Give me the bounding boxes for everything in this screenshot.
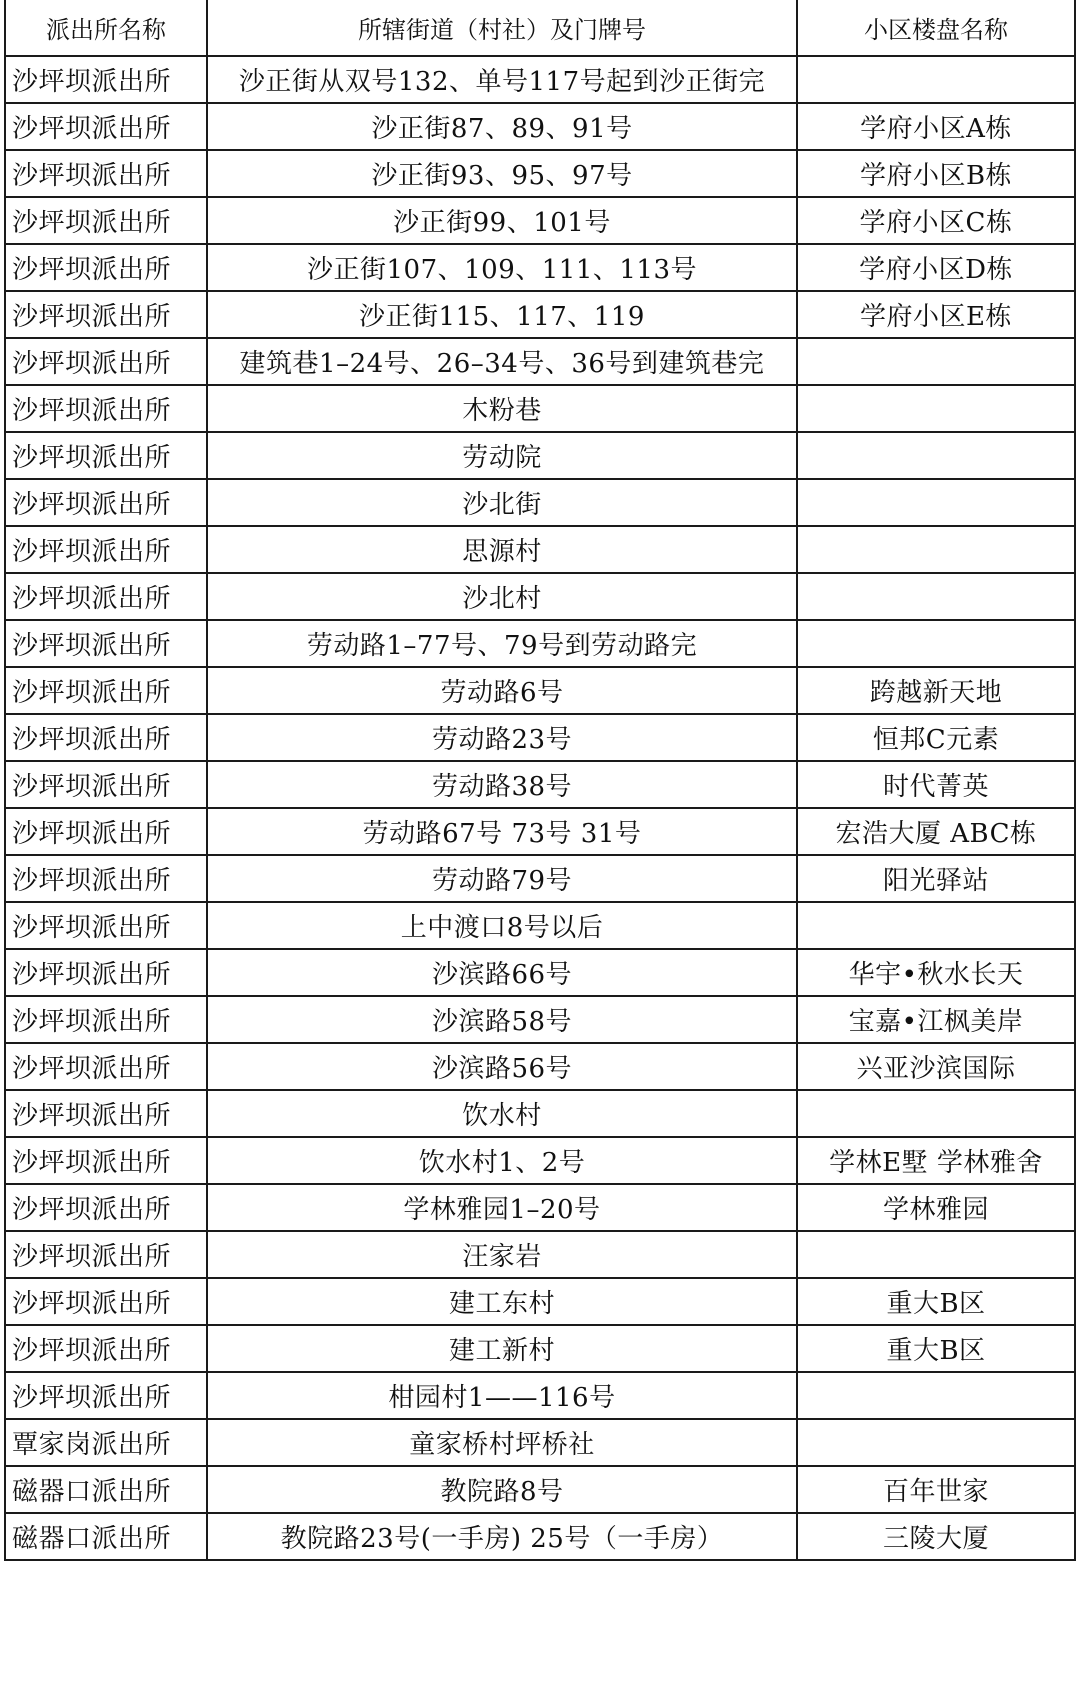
cell-station-name: 沙坪坝派出所 xyxy=(5,103,207,150)
cell-address-range: 劳动院 xyxy=(207,432,797,479)
table-row xyxy=(5,714,1075,761)
cell-estate-name xyxy=(797,56,1075,103)
cell-station-name: 沙坪坝派出所 xyxy=(5,714,207,761)
header-station-name: 派出所名称 xyxy=(5,0,207,56)
cell-estate-name: 恒邦C元素 xyxy=(797,714,1075,761)
cell-estate-name: 重大B区 xyxy=(797,1278,1075,1325)
cell-estate-name: 时代菁英 xyxy=(797,761,1075,808)
cell-address-range: 沙正街107、109、111、113号 xyxy=(207,244,797,291)
cell-station-name: 沙坪坝派出所 xyxy=(5,855,207,902)
cell-station-name: 沙坪坝派出所 xyxy=(5,1043,207,1090)
table-row xyxy=(5,291,1075,338)
cell-estate-name: 学府小区E栋 xyxy=(797,291,1075,338)
table-row xyxy=(5,855,1075,902)
cell-estate-name xyxy=(797,1090,1075,1137)
cell-station-name: 沙坪坝派出所 xyxy=(5,291,207,338)
cell-estate-name xyxy=(797,385,1075,432)
cell-estate-name: 学府小区D栋 xyxy=(797,244,1075,291)
police-jurisdiction-table xyxy=(4,0,1076,1561)
cell-address-range: 上中渡口8号以后 xyxy=(207,902,797,949)
table-row xyxy=(5,338,1075,385)
cell-address-range: 沙北村 xyxy=(207,573,797,620)
table-row xyxy=(5,1231,1075,1278)
cell-address-range: 劳动路23号 xyxy=(207,714,797,761)
cell-station-name: 沙坪坝派出所 xyxy=(5,1184,207,1231)
cell-estate-name: 学府小区C栋 xyxy=(797,197,1075,244)
cell-estate-name: 宝嘉•江枫美岸 xyxy=(797,996,1075,1043)
table-row xyxy=(5,1184,1075,1231)
table-row xyxy=(5,432,1075,479)
cell-station-name: 沙坪坝派出所 xyxy=(5,808,207,855)
cell-station-name: 沙坪坝派出所 xyxy=(5,150,207,197)
table-row xyxy=(5,1090,1075,1137)
table-row xyxy=(5,1513,1075,1560)
table-row xyxy=(5,620,1075,667)
cell-estate-name xyxy=(797,1419,1075,1466)
table-row xyxy=(5,197,1075,244)
cell-address-range: 教院路8号 xyxy=(207,1466,797,1513)
cell-station-name: 沙坪坝派出所 xyxy=(5,761,207,808)
cell-station-name: 沙坪坝派出所 xyxy=(5,949,207,996)
cell-estate-name: 百年世家 xyxy=(797,1466,1075,1513)
cell-address-range: 沙正街115、117、119 xyxy=(207,291,797,338)
cell-estate-name: 学府小区B栋 xyxy=(797,150,1075,197)
table-row xyxy=(5,244,1075,291)
cell-address-range: 教院路23号(一手房) 25号（一手房） xyxy=(207,1513,797,1560)
table-row xyxy=(5,1466,1075,1513)
table-row xyxy=(5,1043,1075,1090)
table-row xyxy=(5,526,1075,573)
cell-estate-name xyxy=(797,902,1075,949)
cell-station-name: 沙坪坝派出所 xyxy=(5,620,207,667)
cell-station-name: 沙坪坝派出所 xyxy=(5,432,207,479)
cell-address-range: 木粉巷 xyxy=(207,385,797,432)
cell-station-name: 沙坪坝派出所 xyxy=(5,526,207,573)
cell-station-name: 磁器口派出所 xyxy=(5,1513,207,1560)
table-row xyxy=(5,996,1075,1043)
cell-address-range: 柑园村1——116号 xyxy=(207,1372,797,1419)
cell-station-name: 沙坪坝派出所 xyxy=(5,338,207,385)
cell-station-name: 沙坪坝派出所 xyxy=(5,902,207,949)
table-row xyxy=(5,761,1075,808)
cell-station-name: 沙坪坝派出所 xyxy=(5,479,207,526)
cell-station-name: 沙坪坝派出所 xyxy=(5,1137,207,1184)
cell-station-name: 沙坪坝派出所 xyxy=(5,1090,207,1137)
cell-estate-name: 学林雅园 xyxy=(797,1184,1075,1231)
table-row xyxy=(5,385,1075,432)
cell-address-range: 沙滨路56号 xyxy=(207,1043,797,1090)
cell-address-range: 建工东村 xyxy=(207,1278,797,1325)
cell-address-range: 沙正街从双号132、单号117号起到沙正街完 xyxy=(207,56,797,103)
cell-address-range: 沙滨路66号 xyxy=(207,949,797,996)
cell-station-name: 沙坪坝派出所 xyxy=(5,996,207,1043)
table-body xyxy=(5,56,1075,1560)
cell-address-range: 建筑巷1–24号、26–34号、36号到建筑巷完 xyxy=(207,338,797,385)
cell-address-range: 沙正街99、101号 xyxy=(207,197,797,244)
cell-address-range: 童家桥村坪桥社 xyxy=(207,1419,797,1466)
table-header xyxy=(5,0,1075,56)
cell-address-range: 沙正街93、95、97号 xyxy=(207,150,797,197)
table-row xyxy=(5,1137,1075,1184)
cell-estate-name xyxy=(797,620,1075,667)
cell-address-range: 劳动路79号 xyxy=(207,855,797,902)
table-row xyxy=(5,902,1075,949)
cell-station-name: 覃家岗派出所 xyxy=(5,1419,207,1466)
table-row xyxy=(5,1372,1075,1419)
cell-station-name: 沙坪坝派出所 xyxy=(5,667,207,714)
cell-estate-name xyxy=(797,1231,1075,1278)
header-address-range: 所辖街道（村社）及门牌号 xyxy=(207,0,797,56)
cell-address-range: 思源村 xyxy=(207,526,797,573)
cell-address-range: 劳动路67号 73号 31号 xyxy=(207,808,797,855)
cell-estate-name xyxy=(797,338,1075,385)
table-row xyxy=(5,949,1075,996)
cell-station-name: 磁器口派出所 xyxy=(5,1466,207,1513)
table-row xyxy=(5,667,1075,714)
table-row xyxy=(5,573,1075,620)
table-row xyxy=(5,1325,1075,1372)
cell-address-range: 劳动路1–77号、79号到劳动路完 xyxy=(207,620,797,667)
cell-address-range: 学林雅园1–20号 xyxy=(207,1184,797,1231)
cell-estate-name: 学林E墅 学林雅舍 xyxy=(797,1137,1075,1184)
cell-station-name: 沙坪坝派出所 xyxy=(5,385,207,432)
cell-address-range: 沙北街 xyxy=(207,479,797,526)
table-row xyxy=(5,103,1075,150)
cell-estate-name xyxy=(797,479,1075,526)
cell-station-name: 沙坪坝派出所 xyxy=(5,1325,207,1372)
cell-estate-name: 学府小区A栋 xyxy=(797,103,1075,150)
table-row xyxy=(5,56,1075,103)
cell-station-name: 沙坪坝派出所 xyxy=(5,573,207,620)
cell-address-range: 饮水村1、2号 xyxy=(207,1137,797,1184)
cell-address-range: 汪家岩 xyxy=(207,1231,797,1278)
table-row xyxy=(5,1278,1075,1325)
cell-station-name: 沙坪坝派出所 xyxy=(5,244,207,291)
cell-estate-name xyxy=(797,526,1075,573)
table-row xyxy=(5,808,1075,855)
table-row xyxy=(5,150,1075,197)
cell-address-range: 沙滨路58号 xyxy=(207,996,797,1043)
cell-station-name: 沙坪坝派出所 xyxy=(5,197,207,244)
table-row xyxy=(5,1419,1075,1466)
cell-address-range: 劳动路6号 xyxy=(207,667,797,714)
table-row xyxy=(5,479,1075,526)
cell-estate-name: 华宇•秋水长天 xyxy=(797,949,1075,996)
cell-address-range: 建工新村 xyxy=(207,1325,797,1372)
cell-address-range: 劳动路38号 xyxy=(207,761,797,808)
cell-address-range: 沙正街87、89、91号 xyxy=(207,103,797,150)
cell-estate-name: 宏浩大厦 ABC栋 xyxy=(797,808,1075,855)
header-estate-name: 小区楼盘名称 xyxy=(797,0,1075,56)
cell-estate-name xyxy=(797,573,1075,620)
cell-estate-name xyxy=(797,432,1075,479)
cell-estate-name: 跨越新天地 xyxy=(797,667,1075,714)
cell-estate-name: 阳光驿站 xyxy=(797,855,1075,902)
cell-estate-name: 重大B区 xyxy=(797,1325,1075,1372)
cell-estate-name: 三陵大厦 xyxy=(797,1513,1075,1560)
cell-estate-name: 兴亚沙滨国际 xyxy=(797,1043,1075,1090)
cell-station-name: 沙坪坝派出所 xyxy=(5,1278,207,1325)
cell-estate-name xyxy=(797,1372,1075,1419)
header-row xyxy=(5,0,1075,56)
cell-station-name: 沙坪坝派出所 xyxy=(5,1372,207,1419)
cell-address-range: 饮水村 xyxy=(207,1090,797,1137)
cell-station-name: 沙坪坝派出所 xyxy=(5,1231,207,1278)
cell-station-name: 沙坪坝派出所 xyxy=(5,56,207,103)
